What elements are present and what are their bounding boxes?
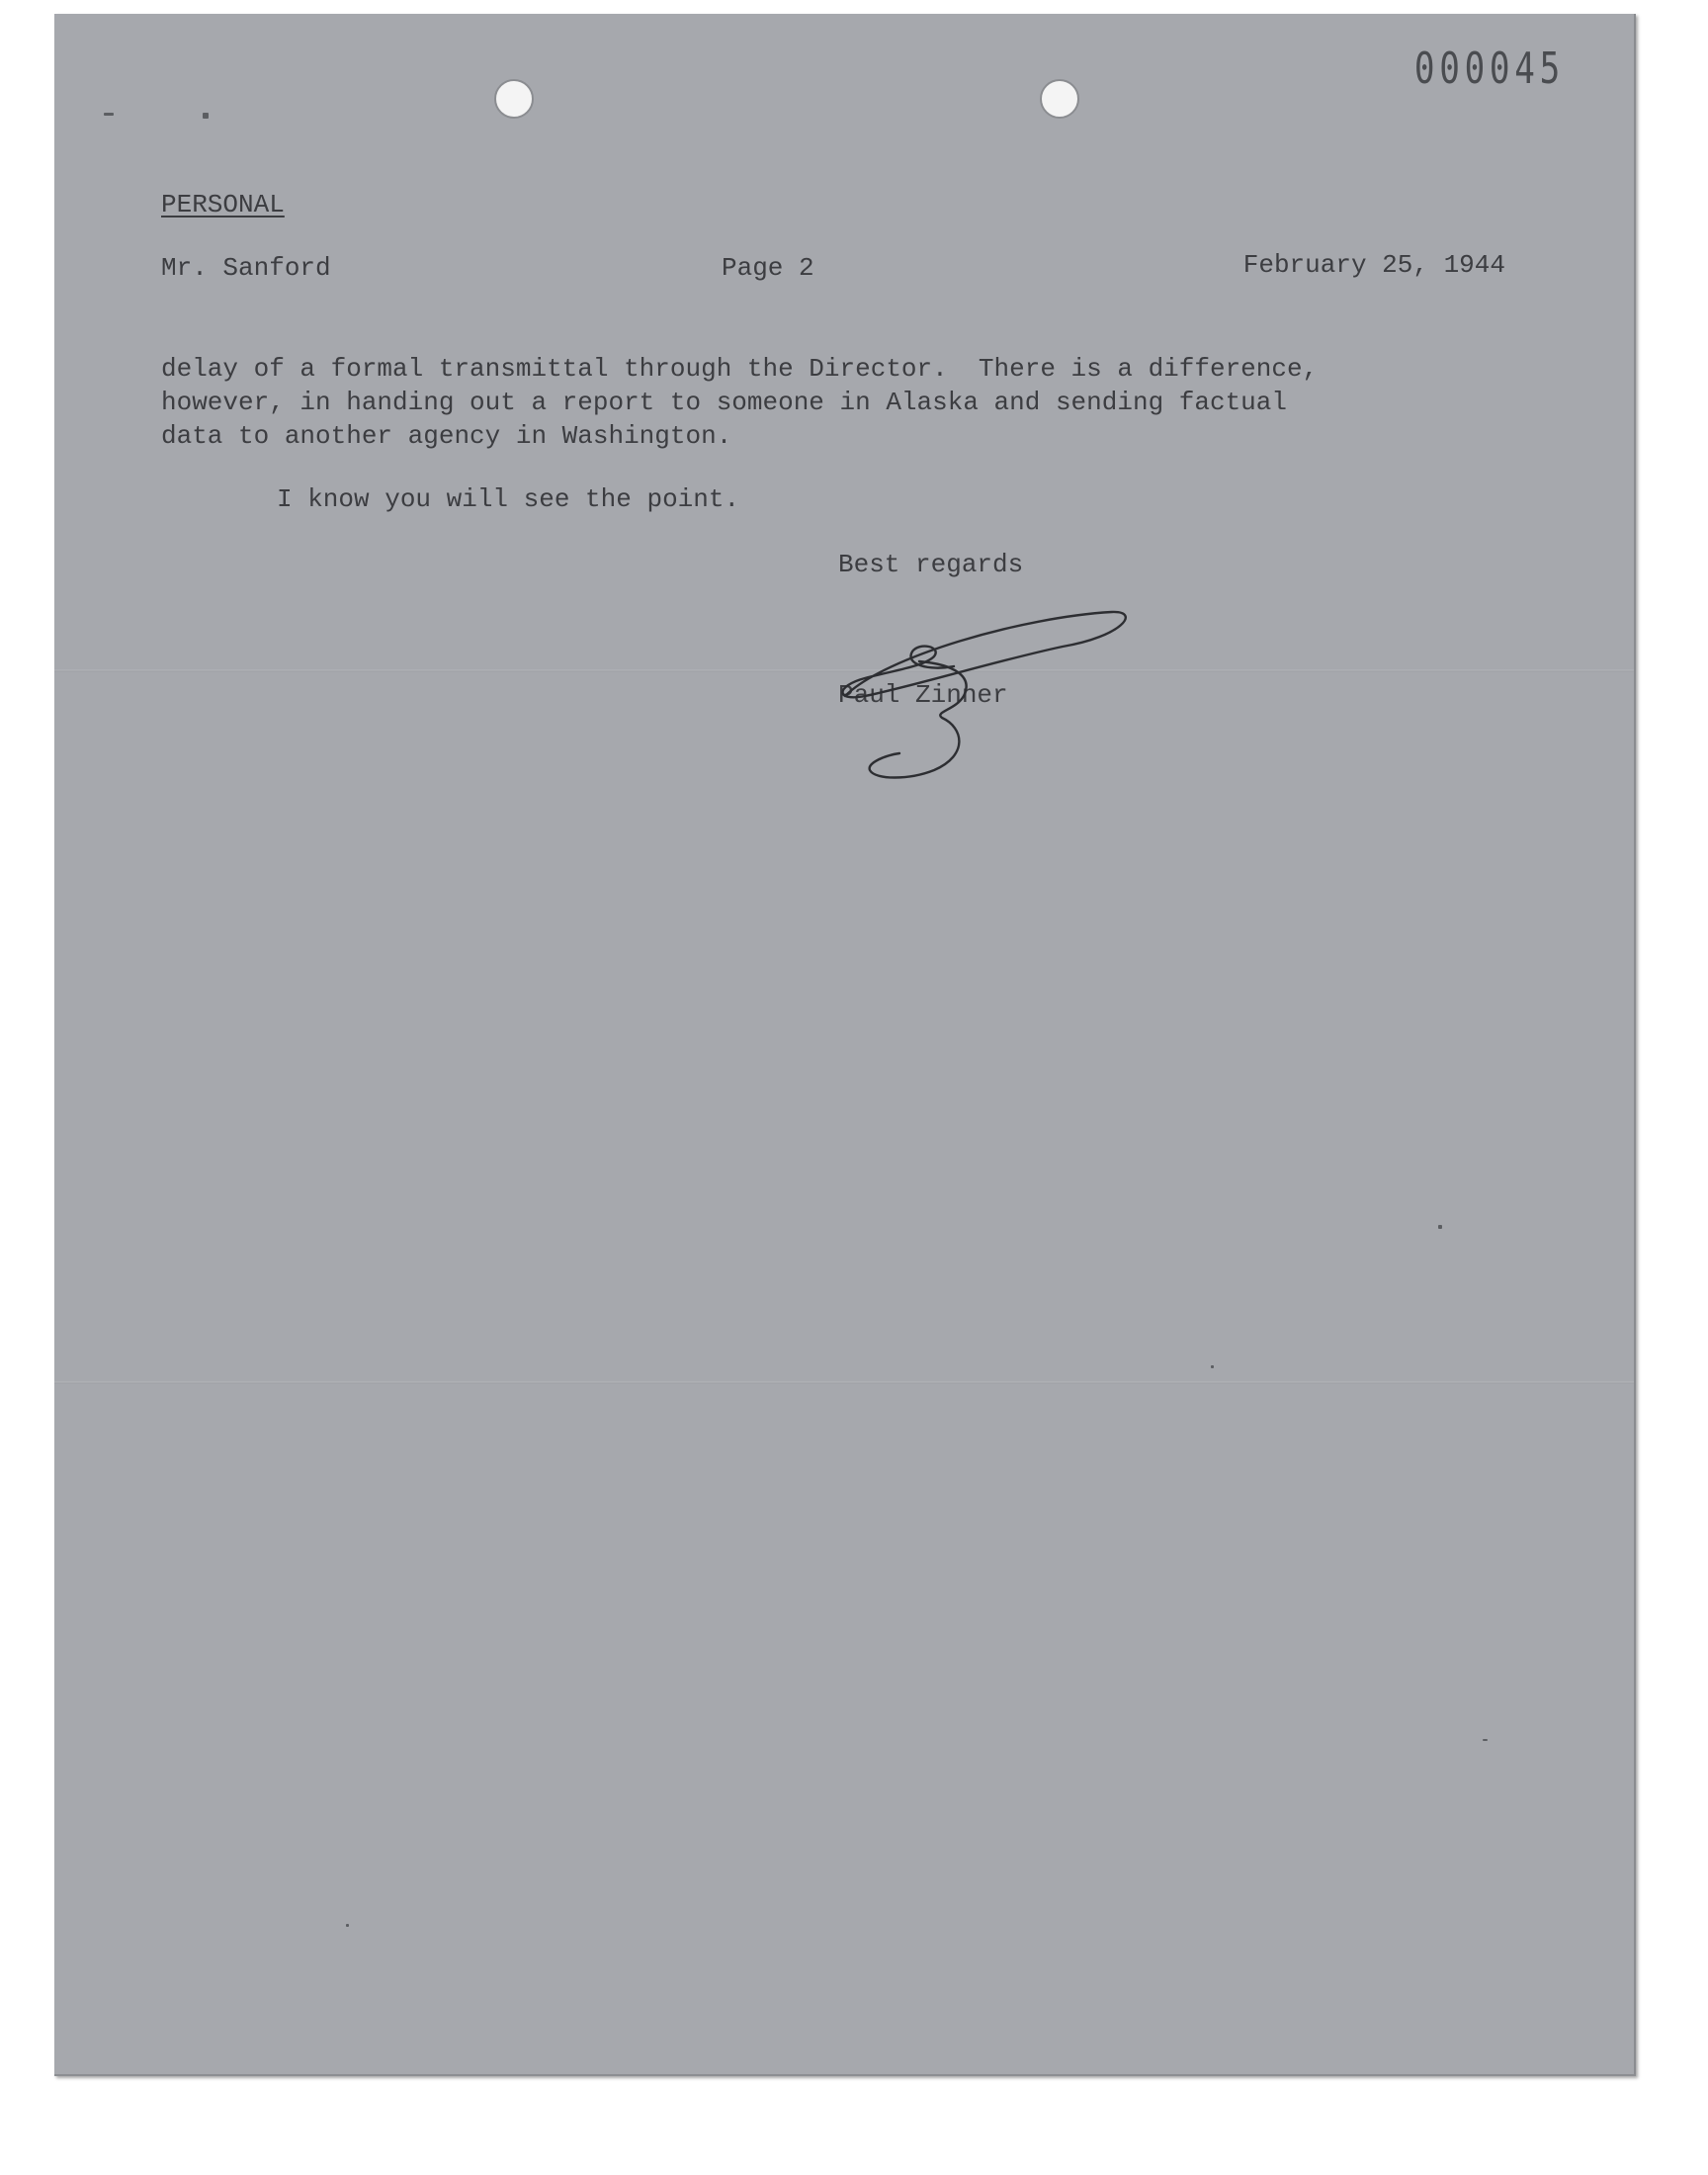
letter-date: February 25, 1944 <box>1242 250 1505 280</box>
paper-speck <box>1211 1365 1214 1368</box>
punch-hole-left <box>494 79 534 119</box>
fold-line-lower <box>54 1381 1634 1384</box>
document-number: 000045 <box>1413 44 1565 94</box>
addressee: Mr. Sanford <box>161 253 331 283</box>
closing-salutation: Best regards <box>838 550 1024 579</box>
paper-speck <box>1438 1225 1442 1229</box>
punch-hole-right <box>1040 79 1079 119</box>
personal-label: PERSONAL <box>161 190 285 219</box>
paper-speck <box>104 113 114 116</box>
signer-name: Paul Zinner <box>838 680 1008 710</box>
page-number: Page 2 <box>722 253 814 283</box>
body-paragraph-2: I know you will see the point. <box>277 484 740 514</box>
paper-speck <box>1483 1739 1488 1741</box>
body-paragraph-1: delay of a formal transmittal through the Director. There is a difference, however, in handing out a report to someone in Alaska and sending factual data to another agency in Washington. <box>161 354 1319 451</box>
paper-speck <box>203 113 209 119</box>
handwritten-signature <box>825 587 1152 795</box>
document-page <box>54 14 1636 2076</box>
paper-speck <box>346 1924 349 1927</box>
